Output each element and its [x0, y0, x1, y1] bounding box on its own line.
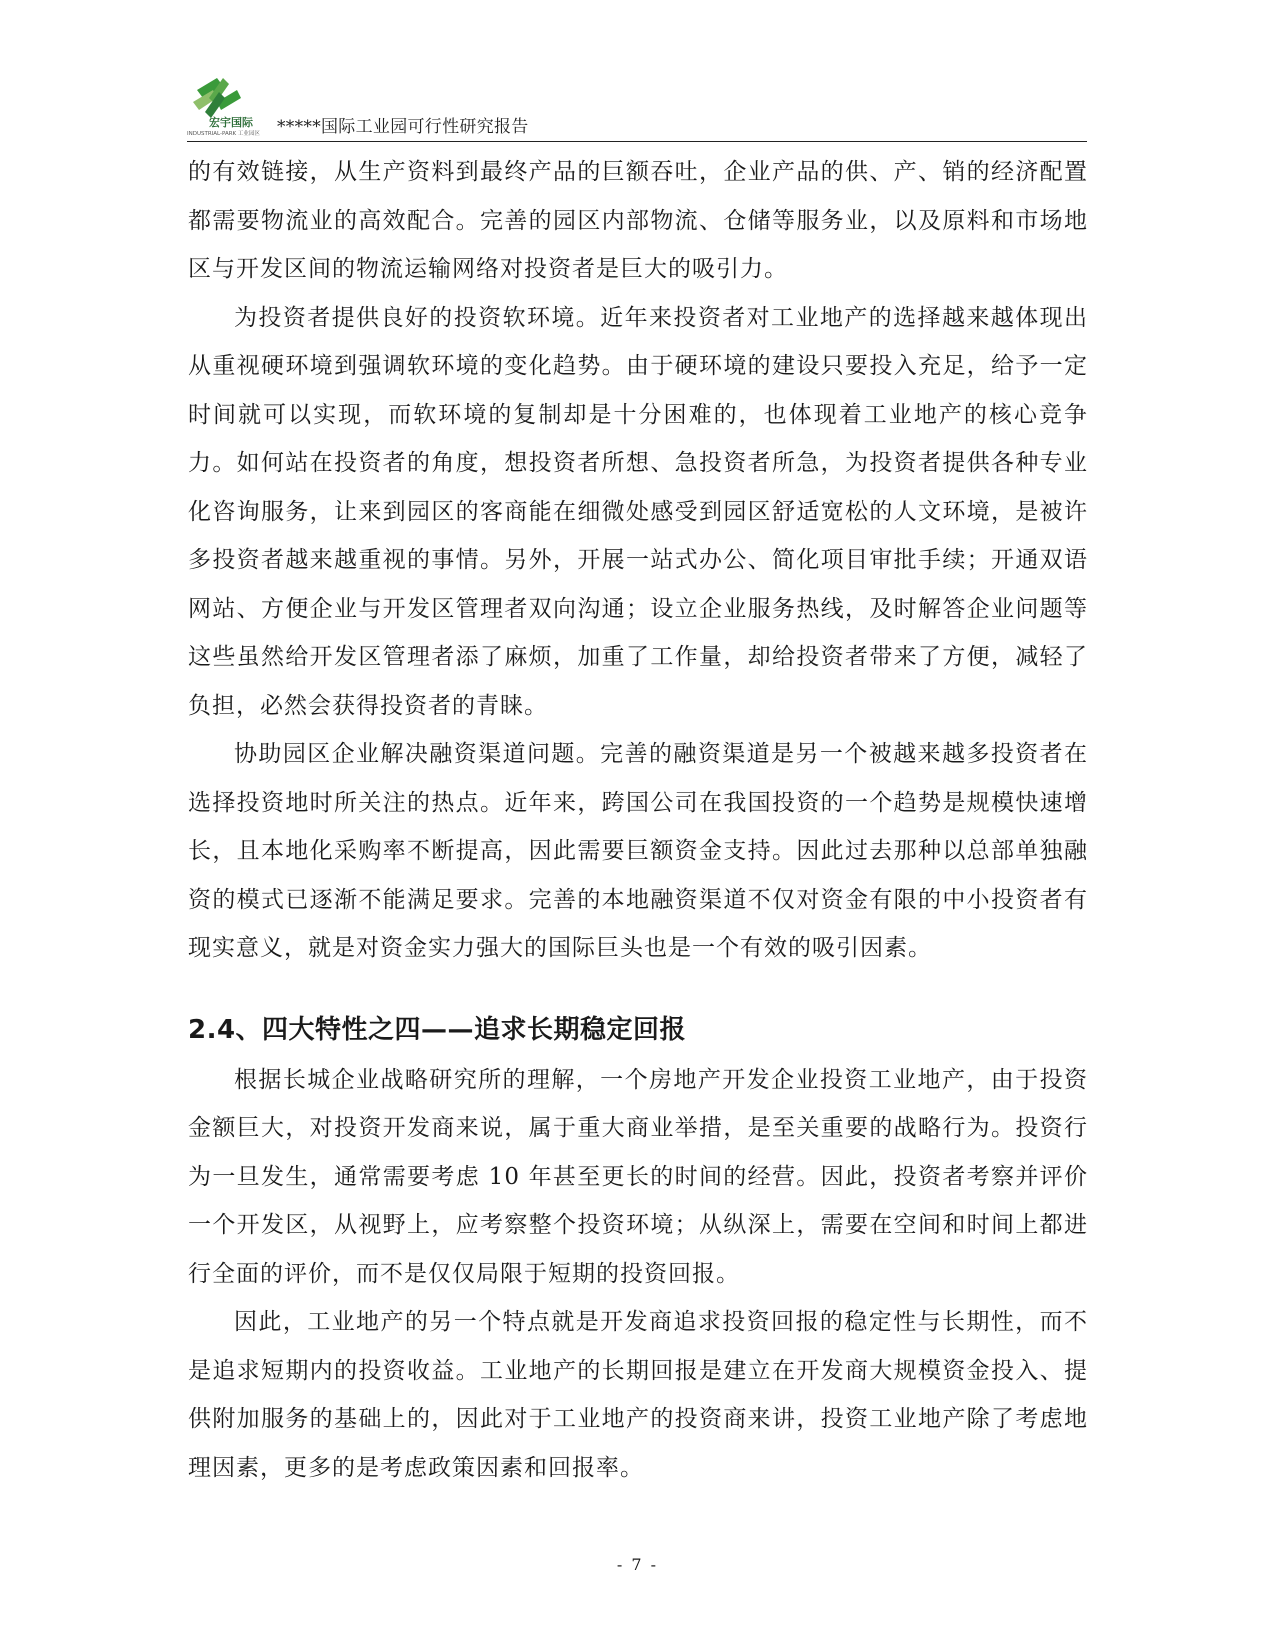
company-logo	[187, 72, 275, 136]
section-heading: 2.4、四大特性之四——追求长期稳定回报	[188, 1014, 687, 1045]
page-body	[188, 148, 1088, 1492]
report-title: *****国际工业园可行性研究报告	[277, 117, 529, 137]
body-paragraph: 根据长城企业战略研究所的理解，一个房地产开发企业投资工业地产，由于投资金额巨大，对投资开发商来说，属于重大商业举措，是至关重要的战略行为。投资行为一旦发生，通常需要考虑 10 年甚至更长的时间的经营。因此，投资者考察并评价一个开发区，从视野上，应考察整个投资环境；从纵深上，需要在空间和时间上都进行全面的评价，而不是仅仅局限于短期的投资回报。	[188, 1066, 1088, 1287]
body-paragraph: 协助园区企业解决融资渠道问题。完善的融资渠道是另一个被越来越多投资者在选择投资地时所关注的热点。近年来，跨国公司在我国投资的一个趋势是规模快速增长，且本地化采购率不断提高，因此需要巨额资金支持。因此过去那种以总部单独融资的模式已逐渐不能满足要求。完善的本地融资渠道不仅对资金有限的中小投资者有现实意义，就是对资金实力强大的国际巨头也是一个有效的吸引因素。	[188, 741, 1088, 961]
page-header	[187, 72, 1087, 142]
body-paragraph: 为投资者提供良好的投资软环境。近年来投资者对工业地产的选择越来越体现出从重视硬环境到强调软环境的变化趋势。由于硬环境的建设只要投入充足，给予一定时间就可以实现，而软环境的复制却是十分困难的，也体现着工业地产的核心竞争力。如何站在投资者的角度，想投资者所想、急投资者所急，为投资者提供各种专业化咨询服务，让来到园区的客商能在细微处感受到园区舒适宽松的人文环境，是被许多投资者越来越重视的事情。另外，开展一站式办公、简化项目审批手续；开通双语网站、方便企业与开发区管理者双向沟通；设立企业服务热线，及时解答企业问题等这些虽然给开发区管理者添了麻烦，加重了工作量，却给投资者带来了方便，减轻了负担，必然会获得投资者的青睐。	[188, 304, 1088, 719]
logo-en-text: INDUSTRIAL-PARK 工业园区	[187, 131, 260, 136]
page-number: - 7 -	[616, 1555, 659, 1574]
body-paragraph: 因此，工业地产的另一个特点就是开发商追求投资回报的稳定性与长期性，而不是追求短期内的投资收益。工业地产的长期回报是建立在开发商大规模资金投入、提供附加服务的基础上的，因此对于工业地产的投资商来讲，投资工业地产除了考虑地理因素，更多的是考虑政策因素和回报率。	[188, 1309, 1088, 1481]
header-divider	[187, 141, 1087, 142]
body-paragraph: 的有效链接，从生产资料到最终产品的巨额吞吐，企业产品的供、产、销的经济配置都需要物流业的高效配合。完善的园区内部物流、仓储等服务业，以及原料和市场地区与开发区间的物流运输网络对投资者是巨大的吸引力。	[188, 159, 1088, 282]
logo-mark-icon	[187, 72, 275, 136]
logo-cn-text: 宏宇国际	[209, 116, 253, 129]
